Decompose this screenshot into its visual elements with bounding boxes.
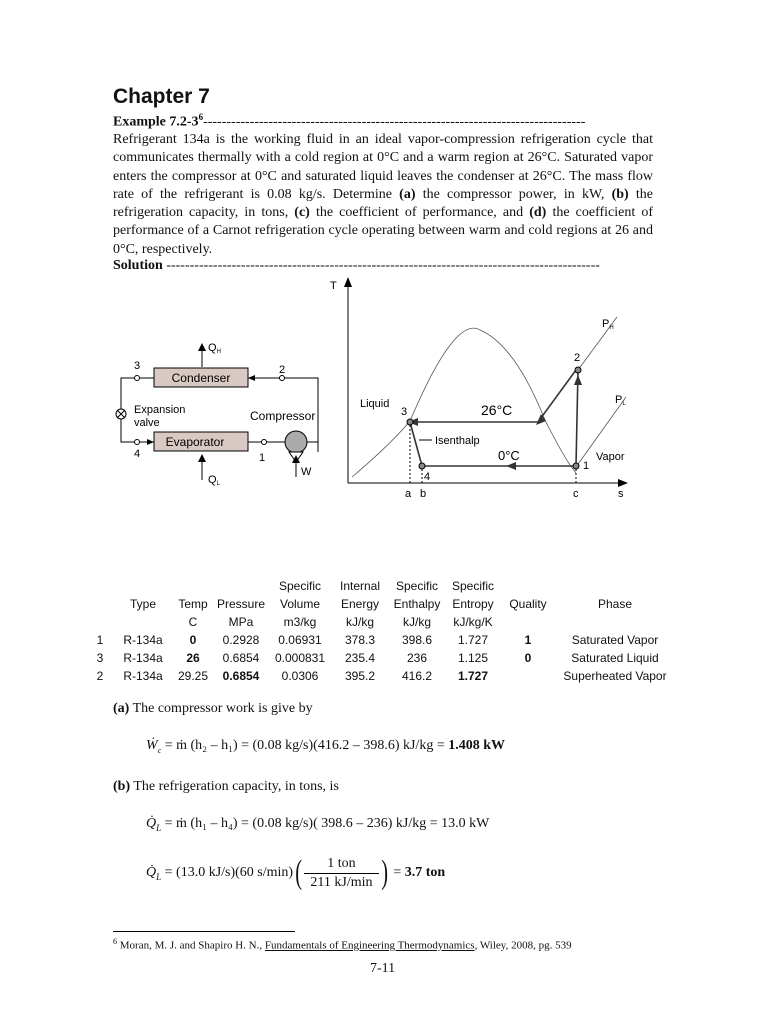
- td: 1.125: [457, 651, 489, 665]
- work-label: W: [301, 466, 312, 478]
- point-1: [573, 463, 579, 469]
- eq-qdot-sub: L: [156, 822, 162, 833]
- part-b-marker: (b): [611, 186, 629, 202]
- td: 1: [96, 633, 104, 647]
- footnote-mark: 6: [113, 937, 117, 946]
- t-low-label: 0°C: [498, 448, 520, 463]
- td: 0.2928: [222, 633, 260, 647]
- td: 0: [189, 633, 197, 647]
- td: 0: [524, 651, 532, 665]
- th: kJ/kg/K: [453, 615, 493, 629]
- compressor-label: Compressor: [250, 409, 316, 423]
- th: MPa: [228, 615, 254, 629]
- paren-left: (: [295, 854, 303, 891]
- th: Specific: [395, 579, 439, 593]
- state-3-dot: [135, 376, 140, 381]
- part-a-text: The compressor work is give by: [129, 701, 313, 716]
- evap-inlet-arrowhead: [147, 439, 154, 445]
- problem-statement: [113, 131, 653, 259]
- td: R-134a: [123, 669, 163, 683]
- td: 378.3: [344, 633, 376, 647]
- eq-qdot-2: Q̇: [146, 865, 157, 881]
- td: 1.727: [457, 669, 489, 683]
- eq-a-result: 1.408 kW: [448, 738, 506, 753]
- table-row: [86, 649, 674, 667]
- tons-conversion-equation: [146, 854, 445, 892]
- eq-a-body: = ṁ (h₂ – h₁) = (0.08 kg/s)(416.2 – 398.6) kJ/kg =: [161, 738, 449, 753]
- example-label: Example 7.2-3: [113, 114, 199, 130]
- state-4-dot: [135, 440, 140, 445]
- eq-qdot-2-sub: L: [156, 872, 162, 883]
- problem-text-b: the refrigeration capacity, in tons,: [113, 186, 654, 221]
- cycle-path: [410, 370, 578, 466]
- compressor-icon: [285, 431, 307, 453]
- td: 0.06931: [278, 633, 322, 647]
- td: 26: [186, 651, 200, 665]
- th: [500, 577, 556, 595]
- eq-qdot: Q̇: [146, 816, 157, 831]
- td: [500, 667, 556, 685]
- th: [172, 577, 214, 595]
- properties-table: [86, 577, 674, 685]
- eq-b2-body: = (13.0 kJ/s)(60 s/min): [161, 865, 294, 881]
- td: 235.4: [344, 651, 376, 665]
- discharge-arrowhead: [248, 375, 255, 381]
- example-dashes: ----------------------------------------------------------------------------------: [203, 114, 586, 130]
- s-axis-label: s: [618, 488, 624, 500]
- th: Internal: [339, 579, 381, 593]
- part-a-intro: [113, 701, 313, 717]
- a-label: a: [405, 488, 412, 500]
- page-number: 7-11: [370, 961, 396, 976]
- refrigeration-capacity-equation: [146, 816, 489, 833]
- th: [556, 577, 674, 595]
- point-1-label: 1: [583, 460, 590, 472]
- desuperheat-arrowhead: [536, 414, 546, 425]
- th: Entropy: [452, 597, 494, 611]
- expansion-label-1: Expansion: [134, 404, 186, 416]
- t-axis-arrowhead: [344, 277, 352, 287]
- problem-text-intro: Refrigerant 134a is the working fluid in an ideal vapor-compression refrigeration cycle that communicates thermally with a cold region at 0°C and a warm region at 26°C. Saturated vapor enters the compressor at 0°C and saturated liquid leaves the condenser at 26°C. The mass flow rate of the refrigerant is 0.08 kg/s. Determine: [113, 132, 653, 202]
- eq-b2-result: 3.7 ton: [404, 865, 446, 881]
- td: Superheated Vapor: [563, 669, 667, 683]
- ql-arrowhead: [198, 454, 206, 462]
- th: kJ/kg: [345, 615, 374, 629]
- th: Specific: [451, 579, 495, 593]
- part-d-marker: (d): [529, 205, 547, 221]
- th: [214, 577, 268, 595]
- td: 1.727: [457, 633, 489, 647]
- td: 1: [524, 633, 532, 647]
- state-2-label: 2: [279, 364, 286, 376]
- part-b-label: (b): [113, 779, 131, 794]
- th: Volume: [279, 597, 321, 611]
- example-heading: [113, 112, 653, 131]
- th: [86, 613, 114, 631]
- table-header-row-2: [86, 595, 674, 613]
- t-high-label: 26°C: [481, 402, 513, 418]
- footnote-book-title: Fundamentals of Engineering Thermodynamics: [264, 939, 475, 952]
- th: [114, 613, 172, 631]
- eq-wdot-sub: c: [157, 745, 162, 755]
- td: 236: [406, 651, 428, 665]
- th: m3/kg: [283, 615, 317, 629]
- part-c-marker: (c): [294, 205, 310, 221]
- th: Temp: [178, 597, 208, 611]
- problem-text-a: the compressor power, in kW,: [415, 186, 612, 202]
- td: R-134a: [123, 651, 163, 665]
- cycle-schematic: [105, 335, 330, 495]
- td: 0.6854: [222, 651, 260, 665]
- th: Specific: [278, 579, 322, 593]
- td: 416.2: [401, 669, 433, 683]
- ql-label: QL: [208, 474, 220, 487]
- vapor-label: Vapor: [596, 451, 625, 463]
- state-2-dot: [280, 376, 285, 381]
- state-3-label: 3: [134, 360, 141, 372]
- solution-label: Solution: [113, 258, 163, 273]
- fraction-denominator: 211 kJ/min: [310, 874, 373, 890]
- eq-b1-body: = ṁ (h₁ – h₄) = (0.08 kg/s)( 398.6 – 236) kJ/kg = 13.0 kW: [161, 816, 490, 831]
- footnote-divider: [113, 931, 295, 932]
- state-1-dot: [262, 440, 267, 445]
- th: kJ/kg: [402, 615, 431, 629]
- part-a-marker: (a): [399, 186, 416, 202]
- th: [86, 577, 114, 595]
- pl-label: PL: [615, 394, 626, 407]
- ph-label: PH: [602, 318, 614, 331]
- td: 398.6: [401, 633, 433, 647]
- qh-arrowhead: [198, 343, 206, 351]
- fraction-numerator: 1 ton: [304, 856, 378, 874]
- evap-arrowhead: [506, 462, 516, 470]
- liquid-label: Liquid: [360, 398, 390, 410]
- isenthalp-label: Isenthalp: [435, 435, 480, 447]
- part-b-intro: [113, 779, 339, 795]
- b-label: b: [420, 488, 427, 500]
- solution-heading: [113, 258, 653, 274]
- table-row: [86, 667, 674, 685]
- point-2-label: 2: [574, 352, 581, 364]
- th: [86, 595, 114, 613]
- th: Energy: [340, 597, 380, 611]
- condenser-label: Condenser: [171, 371, 231, 385]
- th: C: [188, 615, 198, 629]
- paren-right: ): [380, 854, 388, 891]
- problem-text-c: the coefficient of performance, and: [309, 205, 530, 221]
- chapter-title: Chapter 7: [113, 85, 210, 108]
- td: 2: [96, 669, 104, 683]
- compress-arrowhead: [574, 375, 582, 385]
- c-label: c: [573, 488, 579, 500]
- td: 0.0306: [281, 669, 319, 683]
- eq-b2-equals: =: [389, 865, 405, 881]
- footnote: [113, 937, 572, 952]
- td: 395.2: [344, 669, 376, 683]
- point-4: [419, 463, 425, 469]
- td: R-134a: [123, 633, 163, 647]
- compressor-work-equation: [146, 738, 505, 755]
- th: Quality: [509, 597, 547, 611]
- state-4-label: 4: [134, 448, 141, 460]
- point-3-label: 3: [401, 406, 408, 418]
- unit-fraction: [304, 856, 378, 891]
- th: [556, 613, 674, 631]
- solution-dashes: ---------------------------------------------------------------------------------------------: [162, 258, 600, 273]
- td: Saturated Vapor: [571, 633, 659, 647]
- td: 29.25: [177, 669, 209, 683]
- eq-wdot: Ẇ: [146, 738, 158, 753]
- t-axis-label: T: [330, 280, 337, 292]
- footnote-ref: 6: [198, 112, 204, 122]
- point-4-label: 4: [424, 471, 431, 483]
- th: [500, 613, 556, 631]
- part-a-label: (a): [113, 701, 130, 716]
- td: 0.6854: [222, 669, 260, 683]
- th: Enthalpy: [393, 597, 441, 611]
- part-b-text: The refrigeration capacity, in tons, is: [130, 779, 339, 794]
- state-1-label: 1: [259, 452, 266, 464]
- td: Saturated Liquid: [571, 651, 659, 665]
- point-2: [575, 367, 581, 373]
- footnote-publisher: , Wiley, 2008, pg. 539: [474, 939, 572, 952]
- point-3: [407, 419, 413, 425]
- footnote-authors: Moran, M. J. and Shapiro H. N.,: [117, 939, 265, 952]
- qh-label: QH: [208, 342, 221, 355]
- th: Type: [129, 597, 156, 611]
- td: 0.000831: [274, 651, 326, 665]
- th: [114, 577, 172, 595]
- s-axis-arrowhead: [618, 479, 628, 487]
- problem-text-d: the coefficient of performance of a Carnot refrigeration cycle operating between warm and cold regions at 26 and 0°C, respectively.: [113, 205, 653, 257]
- table-header-row-3: [86, 613, 674, 631]
- table-header-row-1: [86, 577, 674, 595]
- td: 3: [96, 651, 104, 665]
- evaporator-label: Evaporator: [165, 435, 225, 449]
- table-row: [86, 631, 674, 649]
- expansion-label-2: valve: [134, 417, 160, 429]
- ts-diagram: [330, 275, 630, 505]
- th: Phase: [597, 597, 633, 611]
- th: Pressure: [216, 597, 266, 611]
